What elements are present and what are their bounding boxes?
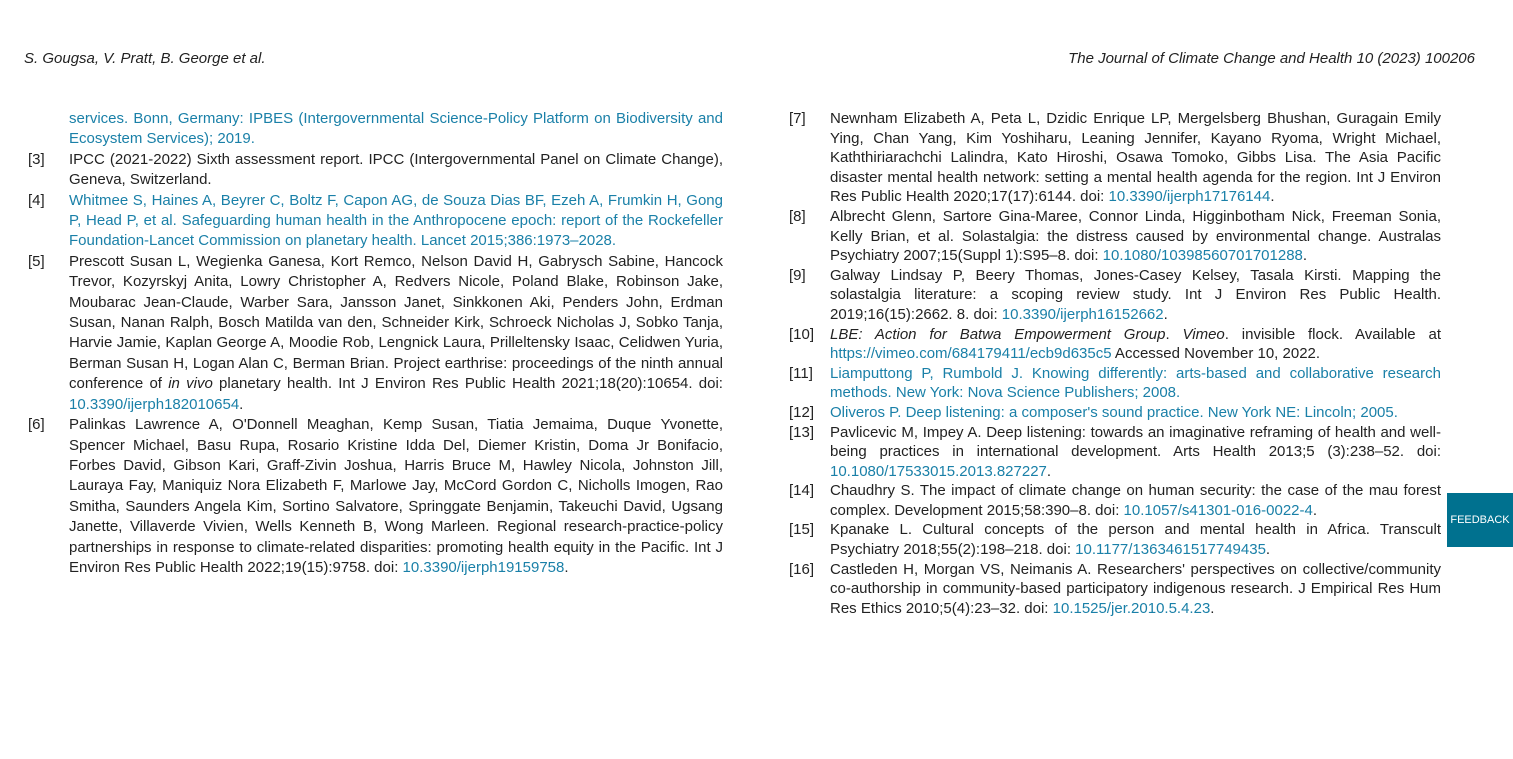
reference-number: [8]: [789, 207, 806, 225]
reference-item: [28, 191, 723, 252]
reference-link[interactable]: services. Bonn, Germany: IPBES (Intergovernmental Science-Policy Platform on Biodiversity and Ecosystem Services); 2019.: [69, 110, 723, 148]
italic-text: LBE: Action for Batwa Empowerment Group: [830, 325, 1166, 343]
reference-item: [28, 150, 723, 191]
reference-number: [15]: [789, 521, 815, 539]
reference-number: [16]: [789, 560, 815, 578]
reference-link[interactable]: 10.1525/jer.2010.5.4.23: [1052, 599, 1211, 617]
reference-link[interactable]: 10.1177/1363461517749435: [1075, 541, 1266, 559]
reference-text-segment: planetary health. Int J Environ Res Public Health 2021;18(20):10654. doi:: [212, 375, 723, 393]
reference-link[interactable]: 10.1080/10398560701701288: [1102, 247, 1303, 265]
reference-text: [830, 207, 1441, 266]
reference-text-segment: Prescott Susan L, Wegienka Ganesa, Kort Remco, Nelson David H, Gabrysch Sabine, Hancock Trevor, Kozyrskyj Anita, Lowry Christopher A, Redvers Nicole, Poland Blake, Robinson Jake, Moubarac Jean-Claude, Warber Sara, Jansson Janet, Sinkkonen Aki, Penders John, Erdman Susan, Nanan Ralph, Bosch Matilda van den, Schneider Kirk, Schroeck Nicholas J, Sobko Tanja, Harvie Jamie, Kaplan George A, Moodie Rob, Lengnick Laura, Prilleltensky Isaac, Celidwen Yuria, Berman Susan H, Logan Alan C, Berman Brian. Project earthrise: proceedings of the ninth annual conference of: [69, 252, 723, 393]
reference-text-segment: .: [1163, 305, 1168, 323]
reference-text: [830, 481, 1441, 520]
feedback-label: FEEDBACK: [1450, 514, 1510, 526]
reference-item: [789, 520, 1441, 559]
reference-item: [789, 560, 1441, 619]
reference-link[interactable]: Oliveros P. Deep listening: a composer's sound practice. New York NE: Lincoln; 2005.: [830, 403, 1398, 421]
reference-text: [830, 109, 1441, 207]
reference-link[interactable]: 10.1057/s41301-016-0022-4: [1123, 501, 1313, 519]
reference-text-segment: .: [1046, 462, 1052, 480]
reference-item: [28, 415, 723, 578]
reference-text-segment: Pavlicevic M, Impey A. Deep listening: towards an imaginative reframing of health and well-being practices in international development. Arts Health 2013;5 (3):238–52. doi:: [830, 423, 1441, 461]
reference-number: [12]: [789, 403, 815, 421]
reference-text: [69, 109, 723, 150]
reference-link[interactable]: Whitmee S, Haines A, Beyrer C, Boltz F, Capon AG, de Souza Dias BF, Ezeh A, Frumkin H, Gong P, Head P, et al. Safeguarding human health in the Anthropocene epoch: report of the Rockefeller Foundation-Lancet Commission on planetary health. Lancet 2015;386:1973–2028.: [69, 191, 723, 250]
reference-text-segment: Galway Lindsay P, Beery Thomas, Jones-Casey Kelsey, Tasala Kirsti. Mapping the solastalgia literature: a scoping review study. Int J Environ Res Public Health. 2019;16(15):2662. 8. doi:: [830, 266, 1441, 323]
reference-text-segment: Newnham Elizabeth A, Peta L, Dzidic Enrique LP, Mergelsberg Bhushan, Guragain Emily Ying, Chan Yang, Kim Yoshiharu, Leaning Jennifer, Kayano Ryoma, Wright Michael, Kaththiriarachchi Lalindra, Kato Hiroshi, Osawa Tomoko, Gibbs Lisa. The Asia Pacific disaster mental health network: setting a mental health agenda for the region. Int J Environ Res Public Health 2020;17(17):6144. doi:: [830, 110, 1441, 206]
reference-text: [830, 520, 1441, 559]
reference-item: [789, 423, 1441, 482]
reference-link[interactable]: 10.3390/ijerph17176144: [1108, 188, 1271, 206]
reference-text: [830, 560, 1441, 619]
reference-text-segment: .: [1210, 599, 1215, 617]
reference-text: [830, 325, 1441, 364]
feedback-button[interactable]: [1447, 493, 1513, 547]
reference-text-segment: Palinkas Lawrence A, O'Donnell Meaghan, Kemp Susan, Tiatia Jemaima, Duque Yvonette, Spencer Michael, Basu Rupa, Rosario Kristine Idda Del, Diemer Kristin, Doma Jr Bonifacio, Forbes David, Gibson Kari, Graff-Zivin Joshua, Harris Bruce M, Hawley Nicola, Johnston Jill, Lauraya Fay, Maniquiz Nora Elizabeth F, Marlowe Jay, McCord Gordon C, Nicholls Imogen, Rao Smitha, Saunders Angela Kim, Sortino Salvatore, Springgate Benjamin, Takeuchi David, Ugsang Janette, Villaverde Vivien, Wells Kenneth B, Wong Marleen. Regional research-practice-policy partnerships in response to climate-related disparities: promoting health equity in the Pacific. Int J Environ Res Public Health 2022;19(15):9758. doi:: [69, 416, 723, 576]
reference-link[interactable]: Liamputtong P, Rumbold J. Knowing differently: arts-based and collaborative research methods. New York: Nova Science Publishers; 2008.: [830, 364, 1441, 402]
reference-text: [830, 403, 1441, 423]
reference-text-segment: IPCC (2021-2022) Sixth assessment report. IPCC (Intergovernmental Panel on Climate Change), Geneva, Switzerland.: [69, 150, 723, 189]
running-header-authors: S. Gougsa, V. Pratt, B. George et al.: [24, 50, 266, 67]
reference-text-segment: Accessed November 10, 2022.: [1111, 345, 1321, 363]
reference-number: [3]: [28, 150, 45, 168]
reference-text: [830, 423, 1441, 482]
italic-text: in vivo: [168, 375, 213, 393]
reference-text-segment: .: [1165, 325, 1183, 343]
reference-number: [11]: [789, 364, 813, 382]
reference-text: [830, 266, 1441, 325]
reference-number: [7]: [789, 110, 806, 127]
reference-text-segment: .: [564, 558, 569, 576]
reference-text-segment: .: [1270, 188, 1275, 206]
reference-text: [69, 252, 723, 415]
italic-text: Vimeo: [1182, 325, 1225, 343]
reference-link[interactable]: 10.3390/ijerph19159758: [402, 558, 565, 576]
reference-text: [69, 191, 723, 252]
reference-link[interactable]: 10.1080/17533015.2013.827227: [830, 462, 1047, 480]
reference-number: [5]: [28, 252, 45, 270]
reference-item: [28, 252, 723, 415]
reference-item: [789, 364, 1441, 403]
reference-text-segment: .: [1312, 501, 1318, 519]
reference-text-segment: . invisible flock. Available at: [1224, 325, 1441, 343]
running-header-journal: The Journal of Climate Change and Health 10 (2023) 100206: [1068, 50, 1475, 67]
reference-text-segment: .: [239, 395, 244, 413]
reference-item: [789, 403, 1441, 423]
reference-text: [69, 150, 723, 191]
reference-link[interactable]: https://vimeo.com/684179411/ecb9d635c5: [830, 345, 1112, 363]
references-left-column: [28, 109, 723, 578]
reference-link[interactable]: 10.3390/ijerph182010654: [69, 395, 240, 413]
references-right-column: [789, 109, 1441, 618]
reference-text-segment: .: [1265, 541, 1271, 559]
reference-item: [789, 109, 1441, 207]
reference-number: [6]: [28, 416, 45, 434]
reference-item: [28, 109, 723, 150]
reference-text-segment: Chaudhry S. The impact of climate change on human security: the case of the mau forest complex. Development 2015;58:390–8. doi:: [830, 482, 1441, 519]
reference-text-segment: Kpanake L. Cultural concepts of the person and mental health in Africa. Transcult Psychiatry 2018;55(2):198–218. doi:: [830, 521, 1441, 559]
reference-text: [69, 415, 723, 578]
reference-number: [9]: [789, 266, 806, 284]
reference-text-segment: Albrecht Glenn, Sartore Gina-Maree, Connor Linda, Higginbotham Nick, Freeman Sonia, Kelly Brian, et al. Solastalgia: the distress caused by environmental change. Australas Psychiatry 2007;15(Suppl 1):S95–8. doi:: [830, 207, 1441, 265]
reference-text-segment: Castleden H, Morgan VS, Neimanis A. Researchers' perspectives on collective/community co-authorship in community-based participatory indigenous research. J Empirical Res Hum Res Ethics 2010;5(4):23–32. doi:: [830, 560, 1441, 617]
reference-number: [13]: [789, 423, 815, 441]
reference-item: [789, 481, 1441, 520]
reference-number: [4]: [28, 191, 45, 209]
reference-link[interactable]: 10.3390/ijerph16152662: [1001, 305, 1164, 323]
reference-text: [830, 364, 1441, 403]
reference-text-segment: .: [1302, 247, 1308, 265]
reference-item: [789, 325, 1441, 364]
reference-item: [789, 266, 1441, 325]
reference-number: [10]: [789, 325, 815, 343]
reference-number: [14]: [789, 482, 815, 500]
reference-item: [789, 207, 1441, 266]
